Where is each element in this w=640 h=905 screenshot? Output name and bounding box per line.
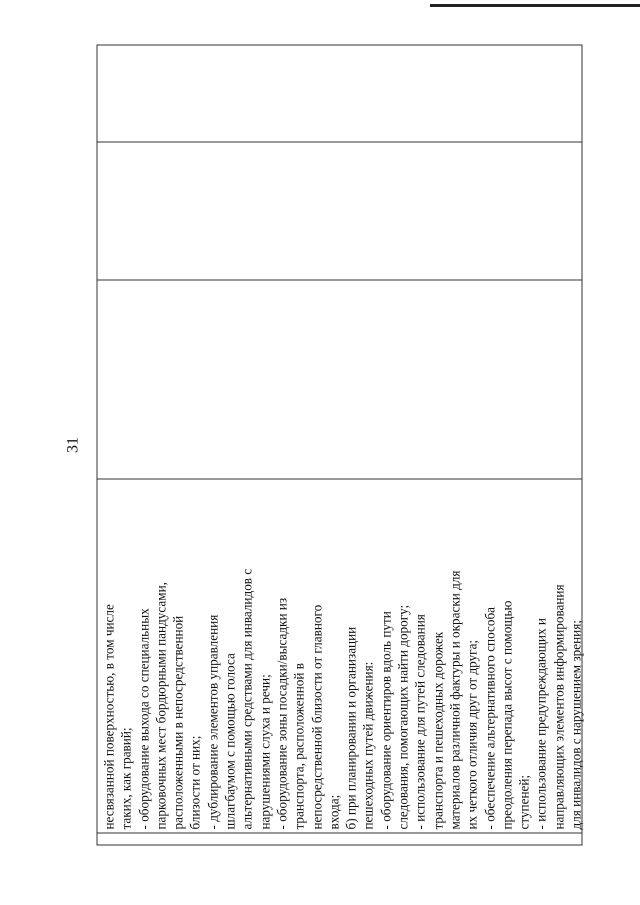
table-column-index (97, 832, 581, 844)
requirements-text (100, 483, 584, 829)
rotated-page (64, 44, 584, 845)
scan-edge-line (430, 4, 640, 7)
requirement-line: направляющих элементов информирования (550, 583, 566, 829)
requirement-line: несвязанной поверхностью, в том числе (101, 603, 116, 829)
table-column-4 (97, 141, 581, 279)
requirement-line: - обеспечение альтернативного способа (481, 606, 497, 829)
requirement-line: ступеней; (516, 774, 532, 829)
requirement-line: б) при планировании и организации (343, 626, 359, 829)
requirement-line: транспорта, расположенной в (291, 662, 307, 829)
requirement-line: - оборудование ориентиров вдоль пути (377, 610, 393, 829)
page-number: 31 (64, 436, 81, 453)
requirement-line: близости от них; (187, 735, 203, 829)
requirement-line: - использование предупреждающих и (533, 617, 549, 829)
requirement-line: альтернативными средствами для инвалидов с (239, 568, 255, 829)
requirement-line: - оборудование выхода со специальных (135, 607, 151, 829)
requirement-line: - использование для путей следования (412, 613, 428, 829)
requirement-line: их четкого отличия друг от друга; (464, 639, 480, 829)
table-column-3 (97, 279, 581, 478)
requirement-line: пешеходных путей движения: (360, 661, 376, 829)
requirement-line: шлагбаумом с помощью голоса (222, 652, 238, 829)
requirement-line: для инвалидов с нарушением зрения; (568, 619, 584, 829)
requirements-table (96, 44, 582, 845)
requirement-line: входа; (325, 794, 341, 829)
requirement-line: таких, как гравий; (118, 726, 134, 829)
table-column-5 (97, 45, 581, 141)
requirement-line: следования, помогающих найти дорогу; (395, 604, 411, 829)
requirement-line: парковочных мест бордюрными пандусами, (152, 581, 168, 829)
requirement-line: непосредственной близости от главного (308, 604, 324, 829)
requirement-line: преодоления перепада высот с помощью (498, 600, 514, 829)
requirement-line: материалов различной фактуры и окраски для (446, 570, 462, 829)
requirement-line: нарушениями слуха и речи; (256, 673, 272, 829)
table-column-requirements (97, 478, 584, 832)
requirement-line: расположенными в непосредственной (170, 615, 186, 829)
requirement-line: транспорта и пешеходных дорожек (429, 631, 445, 829)
requirement-line: - оборудование зоны посадки/высадки из (273, 597, 289, 829)
requirement-line: - дублирование элементов управления (204, 614, 220, 829)
